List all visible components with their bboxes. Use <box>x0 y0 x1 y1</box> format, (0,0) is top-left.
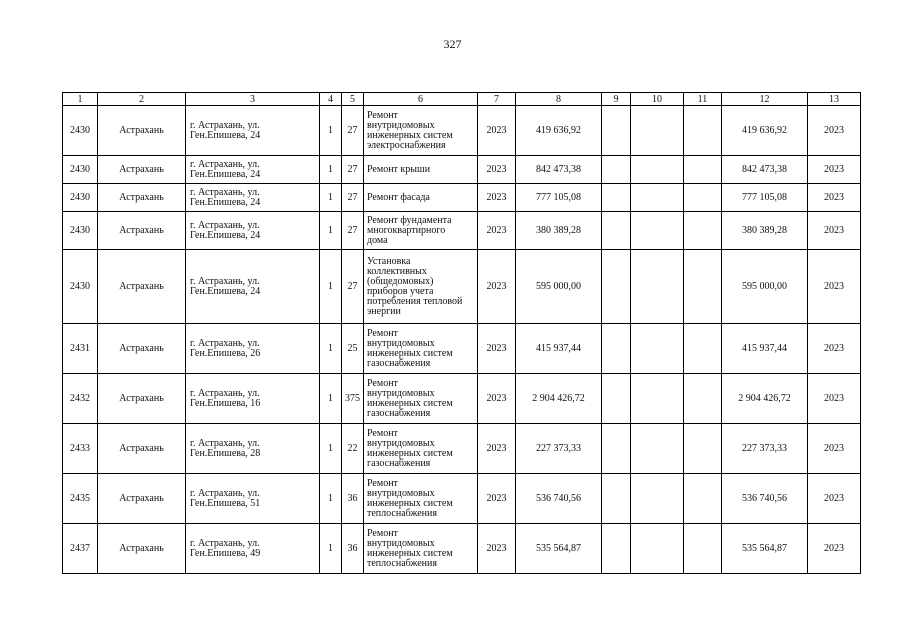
cell-municipality: Астрахань <box>98 156 186 184</box>
cell-municipality: Астрахань <box>98 424 186 474</box>
cell-cost-total: 777 105,08 <box>722 184 808 212</box>
cell-number: 2431 <box>63 324 98 374</box>
cell-c5: 36 <box>342 474 364 524</box>
cell-cost: 595 000,00 <box>516 250 602 324</box>
cell-work-type: Ремонт внутридомовых инженерных систем теплоснабжения <box>364 524 478 574</box>
cell-c10 <box>631 524 684 574</box>
cell-address: г. Астрахань, ул. Ген.Епишева, 24 <box>186 106 320 156</box>
cell-cost-total: 535 564,87 <box>722 524 808 574</box>
cell-address: г. Астрахань, ул. Ген.Епишева, 26 <box>186 324 320 374</box>
cell-address: г. Астрахань, ул. Ген.Епишева, 49 <box>186 524 320 574</box>
cell-c5: 36 <box>342 524 364 574</box>
cell-year: 2023 <box>478 250 516 324</box>
cell-c9 <box>602 524 631 574</box>
cell-year: 2023 <box>478 156 516 184</box>
column-header: 8 <box>516 93 602 106</box>
table-body <box>63 106 861 574</box>
cell-c9 <box>602 474 631 524</box>
cell-c9 <box>602 424 631 474</box>
cell-municipality: Астрахань <box>98 212 186 250</box>
table-row <box>63 374 861 424</box>
cell-year-end: 2023 <box>808 524 861 574</box>
cell-municipality: Астрахань <box>98 106 186 156</box>
cell-municipality: Астрахань <box>98 250 186 324</box>
capital-repair-table <box>62 92 861 574</box>
cell-municipality: Астрахань <box>98 374 186 424</box>
cell-year-end: 2023 <box>808 184 861 212</box>
cell-cost-total: 595 000,00 <box>722 250 808 324</box>
column-header: 4 <box>320 93 342 106</box>
cell-year: 2023 <box>478 424 516 474</box>
cell-c9 <box>602 324 631 374</box>
cell-cost: 535 564,87 <box>516 524 602 574</box>
column-header: 12 <box>722 93 808 106</box>
cell-c11 <box>684 212 722 250</box>
cell-c9 <box>602 374 631 424</box>
cell-year: 2023 <box>478 212 516 250</box>
column-header: 6 <box>364 93 478 106</box>
cell-number: 2437 <box>63 524 98 574</box>
cell-c11 <box>684 156 722 184</box>
cell-c11 <box>684 106 722 156</box>
cell-cost: 536 740,56 <box>516 474 602 524</box>
column-header: 13 <box>808 93 861 106</box>
cell-c5: 27 <box>342 212 364 250</box>
cell-municipality: Астрахань <box>98 474 186 524</box>
cell-c10 <box>631 424 684 474</box>
table-row <box>63 106 861 156</box>
cell-year-end: 2023 <box>808 156 861 184</box>
cell-cost: 2 904 426,72 <box>516 374 602 424</box>
cell-cost: 777 105,08 <box>516 184 602 212</box>
cell-c11 <box>684 184 722 212</box>
cell-year: 2023 <box>478 474 516 524</box>
cell-c10 <box>631 374 684 424</box>
table-row <box>63 212 861 250</box>
cell-cost: 380 389,28 <box>516 212 602 250</box>
cell-c4: 1 <box>320 474 342 524</box>
cell-c5: 27 <box>342 250 364 324</box>
column-header: 7 <box>478 93 516 106</box>
cell-cost-total: 419 636,92 <box>722 106 808 156</box>
column-header: 10 <box>631 93 684 106</box>
cell-cost-total: 536 740,56 <box>722 474 808 524</box>
cell-address: г. Астрахань, ул. Ген.Епишева, 28 <box>186 424 320 474</box>
cell-number: 2430 <box>63 156 98 184</box>
cell-c11 <box>684 524 722 574</box>
cell-address: г. Астрахань, ул. Ген.Епишева, 24 <box>186 156 320 184</box>
cell-c5: 375 <box>342 374 364 424</box>
cell-c4: 1 <box>320 424 342 474</box>
cell-cost: 842 473,38 <box>516 156 602 184</box>
cell-address: г. Астрахань, ул. Ген.Епишева, 24 <box>186 184 320 212</box>
cell-work-type: Ремонт внутридомовых инженерных систем газоснабжения <box>364 424 478 474</box>
column-header: 1 <box>63 93 98 106</box>
cell-c5: 27 <box>342 184 364 212</box>
cell-cost-total: 842 473,38 <box>722 156 808 184</box>
cell-number: 2433 <box>63 424 98 474</box>
cell-year-end: 2023 <box>808 374 861 424</box>
cell-work-type: Установка коллективных (общедомовых) приборов учета потребления тепловой энергии <box>364 250 478 324</box>
cell-year-end: 2023 <box>808 424 861 474</box>
cell-c4: 1 <box>320 156 342 184</box>
cell-c5: 22 <box>342 424 364 474</box>
table-row <box>63 250 861 324</box>
cell-c9 <box>602 184 631 212</box>
cell-address: г. Астрахань, ул. Ген.Епишева, 16 <box>186 374 320 424</box>
cell-c4: 1 <box>320 524 342 574</box>
cell-c4: 1 <box>320 184 342 212</box>
cell-c4: 1 <box>320 324 342 374</box>
cell-c4: 1 <box>320 212 342 250</box>
header-row <box>63 93 861 106</box>
table-row <box>63 524 861 574</box>
cell-c9 <box>602 212 631 250</box>
column-header: 5 <box>342 93 364 106</box>
page-number: 327 <box>443 37 462 51</box>
cell-address: г. Астрахань, ул. Ген.Епишева, 51 <box>186 474 320 524</box>
cell-number: 2430 <box>63 212 98 250</box>
cell-work-type: Ремонт крыши <box>364 156 478 184</box>
cell-c10 <box>631 184 684 212</box>
cell-c11 <box>684 250 722 324</box>
cell-year-end: 2023 <box>808 106 861 156</box>
table-row <box>63 184 861 212</box>
cell-c4: 1 <box>320 374 342 424</box>
cell-c9 <box>602 156 631 184</box>
cell-year-end: 2023 <box>808 212 861 250</box>
cell-number: 2430 <box>63 250 98 324</box>
cell-c9 <box>602 106 631 156</box>
cell-c10 <box>631 106 684 156</box>
cell-c5: 27 <box>342 156 364 184</box>
cell-c5: 27 <box>342 106 364 156</box>
column-header: 11 <box>684 93 722 106</box>
cell-work-type: Ремонт внутридомовых инженерных систем газоснабжения <box>364 324 478 374</box>
cell-c10 <box>631 324 684 374</box>
column-header: 9 <box>602 93 631 106</box>
cell-c10 <box>631 250 684 324</box>
column-header: 3 <box>186 93 320 106</box>
cell-year: 2023 <box>478 184 516 212</box>
cell-address: г. Астрахань, ул. Ген.Епишева, 24 <box>186 212 320 250</box>
cell-work-type: Ремонт внутридомовых инженерных систем электроснабжения <box>364 106 478 156</box>
cell-c9 <box>602 250 631 324</box>
cell-year-end: 2023 <box>808 324 861 374</box>
cell-cost-total: 380 389,28 <box>722 212 808 250</box>
cell-cost: 419 636,92 <box>516 106 602 156</box>
cell-cost-total: 2 904 426,72 <box>722 374 808 424</box>
cell-municipality: Астрахань <box>98 184 186 212</box>
cell-year: 2023 <box>478 374 516 424</box>
cell-year-end: 2023 <box>808 474 861 524</box>
cell-c10 <box>631 474 684 524</box>
cell-work-type: Ремонт фундамента многоквартирного дома <box>364 212 478 250</box>
cell-work-type: Ремонт внутридомовых инженерных систем теплоснабжения <box>364 474 478 524</box>
cell-c4: 1 <box>320 250 342 324</box>
cell-c4: 1 <box>320 106 342 156</box>
cell-c11 <box>684 474 722 524</box>
cell-year: 2023 <box>478 106 516 156</box>
cell-cost-total: 227 373,33 <box>722 424 808 474</box>
table-row <box>63 156 861 184</box>
cell-cost-total: 415 937,44 <box>722 324 808 374</box>
cell-number: 2430 <box>63 184 98 212</box>
cell-year: 2023 <box>478 324 516 374</box>
cell-year: 2023 <box>478 524 516 574</box>
table-row <box>63 424 861 474</box>
cell-c10 <box>631 156 684 184</box>
cell-municipality: Астрахань <box>98 524 186 574</box>
cell-number: 2432 <box>63 374 98 424</box>
cell-municipality: Астрахань <box>98 324 186 374</box>
cell-number: 2430 <box>63 106 98 156</box>
cell-c11 <box>684 324 722 374</box>
cell-address: г. Астрахань, ул. Ген.Епишева, 24 <box>186 250 320 324</box>
cell-c10 <box>631 212 684 250</box>
cell-c11 <box>684 374 722 424</box>
column-header: 2 <box>98 93 186 106</box>
cell-c5: 25 <box>342 324 364 374</box>
cell-number: 2435 <box>63 474 98 524</box>
cell-work-type: Ремонт фасада <box>364 184 478 212</box>
table-row <box>63 324 861 374</box>
cell-c11 <box>684 424 722 474</box>
cell-cost: 415 937,44 <box>516 324 602 374</box>
cell-cost: 227 373,33 <box>516 424 602 474</box>
cell-work-type: Ремонт внутридомовых инженерных систем газоснабжения <box>364 374 478 424</box>
cell-year-end: 2023 <box>808 250 861 324</box>
table-row <box>63 474 861 524</box>
